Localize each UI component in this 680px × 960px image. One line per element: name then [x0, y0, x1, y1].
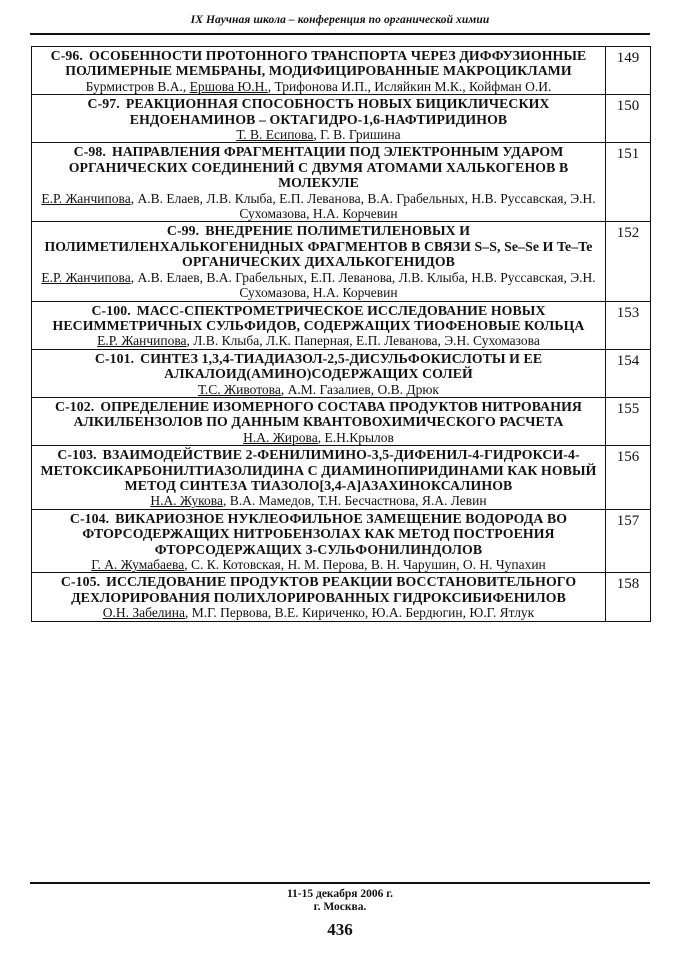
abstract-title [36, 303, 601, 334]
presenting-author: Т. В. Есипова [236, 127, 314, 143]
toc-page-number: 155 [606, 397, 651, 445]
toc-entry [32, 301, 606, 349]
abstract-code: С-100. [91, 302, 131, 318]
abstract-code: С-103. [57, 447, 97, 463]
authors-after: , В.А. Мамедов, Т.Н. Бесчастнова, Я.А. Левин [222, 493, 487, 509]
abstract-title-text: ОСОБЕННОСТИ ПРОТОННОГО ТРАНСПОРТА ЧЕРЕЗ ДИФФУЗИОННЫЕ ПОЛИМЕРНЫЕ МЕМБРАНЫ, МОДИФИЦИРОВАННЫЕ МАКРОЦИКЛАМИ [65, 48, 587, 79]
toc-page-number: 157 [606, 509, 651, 573]
toc-page-number: 153 [606, 301, 651, 349]
abstract-title [36, 511, 601, 557]
toc-page-number: 158 [606, 573, 651, 621]
footer-divider [30, 882, 650, 884]
conference-dates: 11-15 декабря 2006 г. [286, 888, 394, 900]
abstract-title [36, 144, 601, 190]
authors-line [36, 191, 601, 222]
abstract-title [36, 96, 601, 127]
authors-after: , Л.В. Клыба, Л.К. Паперная, Е.П. Леванова, Э.Н. Сухомазова [186, 333, 540, 349]
toc-entry [32, 446, 606, 510]
authors-line [36, 270, 601, 301]
authors-line [36, 557, 601, 572]
abstract-code: С-101. [94, 350, 135, 366]
presenting-author: Г. А. Жумабаева [91, 557, 185, 572]
toc-row [32, 573, 651, 621]
page-number: 436 [327, 920, 353, 939]
toc-row [32, 301, 651, 349]
abstract-title-text: ИССЛЕДОВАНИЕ ПРОДУКТОВ РЕАКЦИИ ВОССТАНОВИТЕЛЬНОГО ДЕХЛОРИРОВАНИЯ ПОЛИХЛОРИРОВАННЫХ ГИДРОКСИБИФЕНИЛОВ [71, 574, 577, 605]
toc-entry [32, 95, 606, 143]
toc-entry [32, 222, 606, 301]
toc-row [32, 143, 651, 222]
presenting-author: Ершова Ю.Н. [189, 78, 268, 94]
abstract-title-text: МАСС-СПЕКТРОМЕТРИЧЕСКОЕ ИССЛЕДОВАНИЕ НОВЫХ НЕСИММЕТРИЧНЫХ СУЛЬФИДОВ, СОДЕРЖАЩИХ ТИОФЕНОВЫЕ КОЛЬЦА [52, 302, 585, 333]
conference-city: г. Москва. [313, 901, 367, 913]
presenting-author: Т.С. Животова [198, 381, 281, 397]
presenting-author: Н.А. Жирова [243, 429, 318, 445]
abstract-title [36, 223, 601, 269]
authors-line [36, 430, 601, 445]
toc-entry [32, 397, 606, 445]
toc-page-number: 156 [606, 446, 651, 510]
presenting-author: О.Н. Забелина [102, 605, 185, 621]
presenting-author: Е.Р. Жанчипова [97, 333, 187, 349]
authors-line [36, 127, 601, 142]
authors-after: , Е.Н.Крылов [317, 429, 394, 445]
toc-page-number: 154 [606, 349, 651, 397]
presenting-author: Е.Р. Жанчипова [41, 190, 131, 206]
abstract-code: С-105. [60, 574, 101, 590]
toc-page-number: 150 [606, 95, 651, 143]
authors-after: , С. К. Котовская, Н. М. Перова, В. Н. Чарушин, О. Н. Чупахин [184, 557, 546, 572]
authors-line [36, 605, 601, 620]
authors-after: , Трифонова И.П., Исляйкин М.К., Койфман О.И. [267, 78, 552, 94]
authors-line [36, 79, 601, 94]
abstract-title-text: ОПРЕДЕЛЕНИЕ ИЗОМЕРНОГО СОСТАВА ПРОДУКТОВ НИТРОВАНИЯ АЛКИЛБЕНЗОЛОВ ПО ДАННЫМ КВАНТОВОХИМИЧЕСКОГО РАСЧЕТА [73, 398, 582, 430]
abstract-code: С-104. [69, 510, 110, 526]
abstract-title-text: ВНЕДРЕНИЕ ПОЛИМЕТИЛЕНОВЫХ И ПОЛИМЕТИЛЕНХАЛЬКОГЕНИДНЫХ ФРАГМЕНТОВ В СВЯЗИ S–S, Se–Se И Te–Te ОРГАНИЧЕСКИХ ДИХАЛЬКОГЕНИДОВ [44, 223, 593, 270]
toc-row [32, 397, 651, 445]
toc-entry [32, 47, 606, 95]
toc-row [32, 95, 651, 143]
abstract-title [36, 574, 601, 605]
abstract-title-text: ВЗАИМОДЕЙСТВИЕ 2-ФЕНИЛИМИНО-3,5-ДИФЕНИЛ-4-ГИДРОКСИ-4-МЕТОКСИКАРБОНИЛТИАЗОЛИДИНА С ДИАМИНОПИРИДИНАМИ КАК НОВЫЙ МЕТОД СИНТЕЗА ТИАЗОЛО[3,4-А]АЗАХИНОКСАЛИНОВ [40, 447, 597, 493]
toc-row [32, 509, 651, 573]
abstract-title [36, 351, 601, 382]
abstract-title [36, 447, 601, 493]
abstract-title-text: НАПРАВЛЕНИЯ ФРАГМЕНТАЦИИ ПОД ЭЛЕКТРОННЫМ УДАРОМ ОРГАНИЧЕСКИХ СОЕДИНЕНИЙ С ДВУМЯ АТОМАМИ ХАЛЬКОГЕНОВ В МОЛЕКУЛЕ [68, 144, 569, 191]
toc-page-number: 149 [606, 47, 651, 95]
authors-after: , А.В. Елаев, В.А. Грабельных, Е.П. Леванова, Л.В. Клыба, Н.В. Руссавская, Э.Н. Сухомазова, Н.А. Корчевин [130, 269, 596, 301]
abstract-code: С-99. [166, 223, 200, 239]
authors-before: Бурмистров В.А., [85, 78, 190, 94]
abstract-code: С-98. [73, 144, 106, 160]
abstract-title-text: ВИКАРИОЗНОЕ НУКЛЕОФИЛЬНОЕ ЗАМЕЩЕНИЕ ВОДОРОДА ВО ФТОРСОДЕРЖАЩИХ НИТРОБЕНЗОЛАХ КАК МЕТОД ПОСТРОЕНИЯ ФТОРСОДЕРЖАЩИХ 3-СУЛЬФОНИЛИНДОЛОВ [82, 510, 568, 557]
toc-entry [32, 573, 606, 621]
toc-row [32, 222, 651, 301]
authors-after: , М.Г. Первова, В.Е. Кириченко, Ю.А. Бердюгин, Ю.Г. Ятлук [185, 605, 535, 621]
abstract-title [36, 399, 601, 430]
abstract-code: С-102. [55, 398, 95, 414]
authors-line [36, 493, 601, 508]
abstract-code: С-97. [87, 96, 120, 112]
abstract-code: С-96. [50, 48, 83, 63]
presenting-author: Н.А. Жукова [150, 493, 223, 509]
toc-entry [32, 349, 606, 397]
toc-page-number: 151 [606, 143, 651, 222]
authors-after: , А.В. Елаев, Л.В. Клыба, Е.П. Леванова, В.А. Грабельных, Н.В. Руссавская, Э.Н. Сухомазова, Н.А. Корчевин [130, 190, 596, 222]
toc-row [32, 47, 651, 95]
footer [0, 888, 680, 914]
authors-line [36, 333, 601, 348]
toc-page-number: 152 [606, 222, 651, 301]
abstract-title-text: СИНТЕЗ 1,3,4-ТИАДИАЗОЛ-2,5-ДИСУЛЬФОКИСЛОТЫ И ЕЕ АЛКАЛОИД(АМИНО)СОДЕРЖАЩИХ СОЛЕЙ [140, 350, 543, 382]
toc-entry [32, 509, 606, 573]
authors-after: , Г. В. Гришина [313, 127, 401, 143]
toc-row [32, 349, 651, 397]
toc-entry [32, 143, 606, 222]
presenting-author: Е.Р. Жанчипова [41, 269, 131, 285]
authors-after: , А.М. Газалиев, О.В. Дрюк [280, 381, 439, 397]
contents-table [31, 46, 651, 622]
toc-row [32, 446, 651, 510]
running-header: IX Научная школа – конференция по органической химии [30, 14, 650, 35]
authors-line [36, 382, 601, 397]
abstract-title-text: РЕАКЦИОННАЯ СПОСОБНОСТЬ НОВЫХ БИЦИКЛИЧЕСКИХ ЕНДОЕНАМИНОВ – ОКТАГИДРО-1,6-НАФТИРИДИНОВ [125, 96, 550, 127]
abstract-title [36, 48, 601, 79]
